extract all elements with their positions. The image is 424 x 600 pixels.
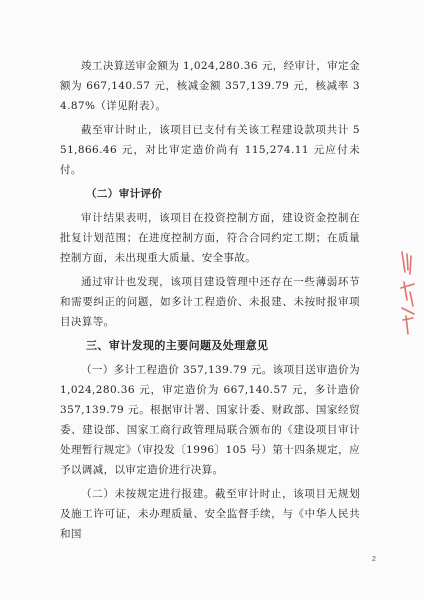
section-heading-audit-evaluation: （二）审计评价	[86, 188, 163, 200]
document-body	[60, 56, 360, 548]
paragraph-payment-status: 截至审计时止，该项目已支付有关该工程建设款项共计 551,866.46 元，对比审定造价尚有 115,274.11 元应付未付。	[60, 124, 360, 176]
paragraph-audit-results: 审计结果表明，该项目在投资控制方面，建设资金控制在批复计划范围；在进度控制方面，符合合同约定工期；在质量控制方面，未出现重大质量、安全事故。	[60, 212, 360, 264]
paragraph-settlement-amount: 竣工决算送审金额为 1,024,280.36 元，经审计，审定金额为 667,140.57 元，核减金额 357,139.79 元，核减率 34.87%（详见附表）。	[60, 60, 360, 112]
paragraph-weaknesses: 通过审计也发现，该项目建设管理中还存在一些薄弱环节和需要纠正的问题，如多计工程造价、未报建、未按时报审项目决算等。	[60, 276, 360, 328]
section-heading-main-issues: 三、审计发现的主要问题及处理意见	[86, 339, 269, 352]
seal-stamp-partial	[398, 248, 418, 340]
paragraph-no-registration: （二）未按规定进行报建。截至审计时止，该项目无规划及施工许可证，未办理质量、安全监督手续，与《中华人民共和国	[60, 488, 360, 540]
page-number: 2	[372, 556, 376, 563]
paragraph-overstated-cost: （一）多计工程造价 357,139.79 元。该项目送审造价为 1,024,280.36 元，审定造价为 667,140.57 元，多计造价 357,139.79 元。根据审计署、国家计委、财政部、国家经贸委、建设部、国家工商行政管理局联合颁布的《建设项目审计处理暂行规定》（审投发〔1996〕105 号）第十四条规定，应予以调减，以审定造价进行决算。	[60, 364, 360, 476]
